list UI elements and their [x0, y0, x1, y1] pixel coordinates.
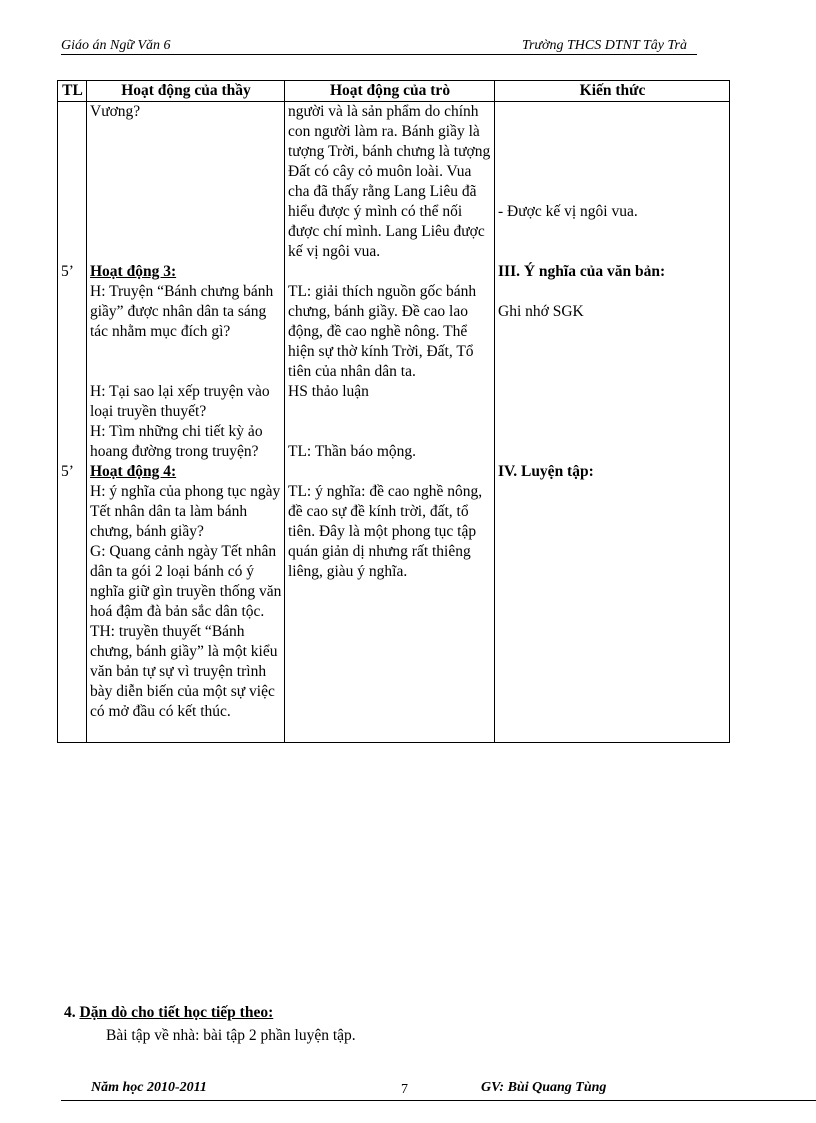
row2-answer-1: TL: giải thích nguồn gốc bánh chưng, bánh giầy. Đề cao lao động, đề cao nghề nông. Thể hiện sự thờ kính Trời, Đất, Tổ tiên của nhân dân ta. [288, 283, 477, 380]
table-row [58, 462, 730, 743]
row1-tl [58, 102, 87, 263]
col-header-tl: TL [58, 81, 87, 102]
row3-teacher [87, 462, 285, 743]
page-footer [61, 1080, 816, 1101]
homework-text: Bài tập về nhà: bài tập 2 phần luyện tập. [106, 1027, 356, 1044]
col-header-knowledge: Kiến thức [495, 81, 730, 102]
section-4-heading [64, 1004, 273, 1022]
col-header-student: Hoạt động của trò [285, 81, 495, 102]
row2-answer-2: HS thảo luận [288, 383, 369, 400]
table-header-row [58, 81, 730, 102]
footer-year: Năm học 2010-2011 [91, 1080, 207, 1095]
activity-3-title: Hoạt động 3: [90, 263, 177, 280]
section-4-title: Dặn dò cho tiết học tiếp theo: [79, 1004, 274, 1021]
lesson-table [57, 80, 730, 743]
col-header-teacher: Hoạt động của thầy [87, 81, 285, 102]
footer-teacher: GV: Bùi Quang Tùng [481, 1080, 607, 1095]
row2-knowledge [495, 262, 730, 462]
row1-student: người và là sản phẩm do chính con người làm ra. Bánh giầy là tượng Trời, bánh chưng là tượng Đất có cây cỏ muôn loài. Vua cha đã thấy rằng Lang Liêu đã hiểu được ý mình có thể nối được chí mình. Lang Liêu được kế vị ngôi vua. [285, 102, 495, 263]
row1-knowledge-text: - Được kế vị ngôi vua. [498, 203, 638, 220]
row3-tl: 5’ [58, 462, 87, 743]
row3-question-1: H: ý nghĩa của phong tục ngày Tết nhân dân ta làm bánh chưng, bánh giầy? [90, 483, 281, 540]
row2-student [285, 262, 495, 462]
row1-teacher: Vương? [87, 102, 285, 263]
table-row [58, 262, 730, 462]
row2-question-3: H: Tìm những chi tiết kỳ ảo hoang đường trong truyện? [90, 423, 263, 460]
row2-question-2: H: Tại sao lại xếp truyện vào loại truyền thuyết? [90, 383, 270, 420]
row3-knowledge [495, 462, 730, 743]
page-header [61, 38, 697, 58]
section-heading-practice: IV. Luyện tập: [498, 463, 594, 480]
section-heading-meaning: III. Ý nghĩa của văn bản: [498, 263, 666, 280]
row1-knowledge [495, 102, 730, 263]
activity-4-title: Hoạt động 4: [90, 463, 177, 480]
row2-note: Ghi nhớ SGK [498, 303, 584, 320]
row3-summary: TH: truyền thuyết “Bánh chưng, bánh giầy” là một kiểu văn bản tự sự vì truyện trình bày diễn biến của một sự việc có mở đầu có kết thúc. [90, 623, 278, 720]
header-rule [221, 54, 441, 55]
footer-page-number: 7 [401, 1082, 408, 1097]
header-left: Giáo án Ngữ Văn 6 [61, 38, 221, 55]
row3-guidance: G: Quang cảnh ngày Tết nhân dân ta gói 2 loại bánh có ý nghĩa giữ gìn truyền thống văn hoá đậm đà bản sắc dân tộc. [90, 543, 282, 620]
row2-question-1: H: Truyện “Bánh chưng bánh giầy” được nhân dân ta sáng tác nhằm mục đích gì? [90, 283, 274, 340]
table-row [58, 102, 730, 263]
header-right: Trường THCS DTNT Tây Trà [441, 38, 697, 55]
row3-student [285, 462, 495, 743]
row2-answer-3: TL: Thần báo mộng. [288, 443, 416, 460]
row2-teacher [87, 262, 285, 462]
row2-tl: 5’ [58, 262, 87, 462]
row3-answer-1: TL: ý nghĩa: đề cao nghề nông, đề cao sự đề kính trời, đất, tổ tiên. Đây là một phong tục tập quán giản dị nhưng rất thiêng liêng, giàu ý nghĩa. [288, 483, 483, 580]
section-4-number: 4. [64, 1004, 76, 1021]
